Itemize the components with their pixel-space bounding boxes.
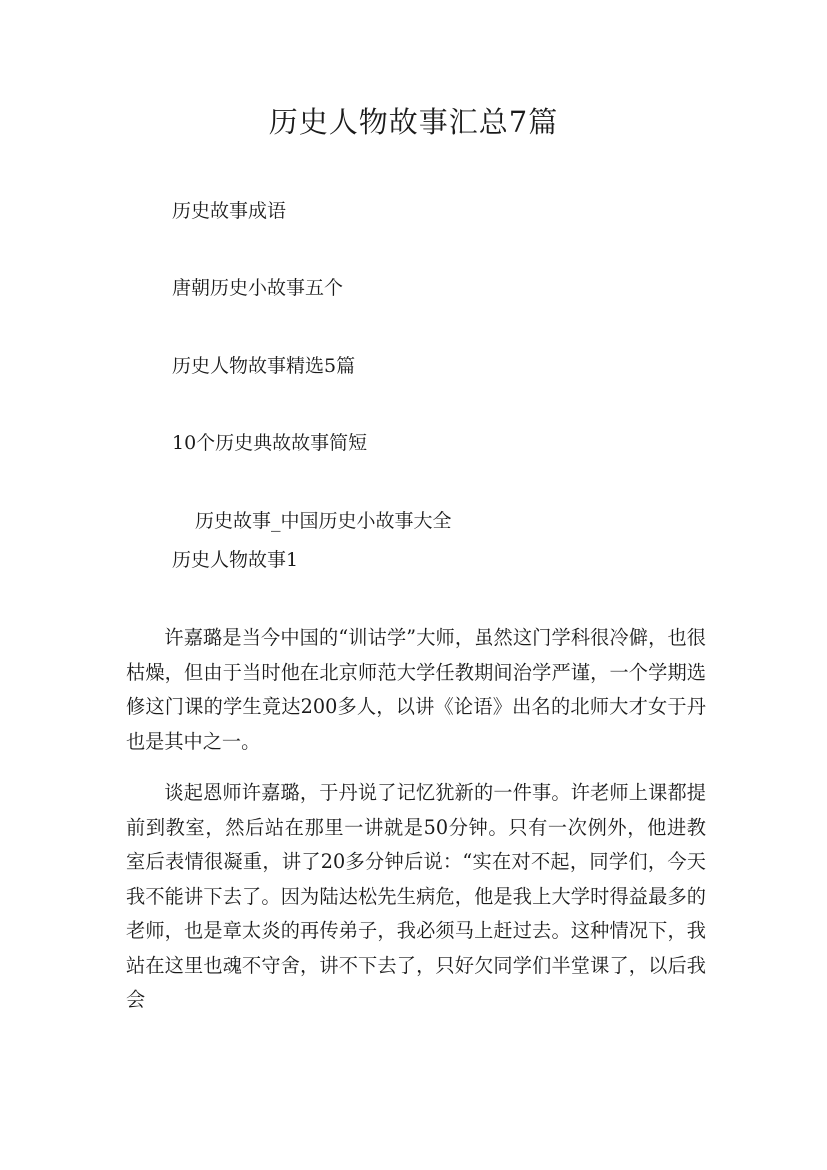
toc-item-chengyu: 历史故事成语	[172, 200, 287, 222]
toc-item-figures-selected: 历史人物故事精选5篇	[172, 355, 356, 377]
paragraph-2: 谈起恩师许嘉璐，于丹说了记忆犹新的一件事。许老师上课都提前到教室，然后站在那里一讲就是50分钟。只有一次例外，他进教室后表情很凝重，讲了20多分钟后说：“实在对不起，同学们，今天我不能讲下去了。因为陆达松先生病危，他是我上大学时得益最多的老师，也是章太炎的再传弟子，我必须马上赶过去。这种情况下，我站在这里也魂不守舍，讲不下去了，只好欠同学们半堂课了，以后我会	[126, 781, 706, 1011]
section-heading: 历史人物故事1	[172, 549, 299, 571]
toc-item-tang-dynasty: 唐朝历史小故事五个	[172, 277, 344, 299]
toc-item-history-stories: 历史故事_中国历史小故事大全	[195, 510, 452, 532]
document-title: 历史人物故事汇总7篇	[268, 105, 559, 139]
toc-item-allusions: 10个历史典故故事简短	[172, 432, 368, 454]
paragraph-1: 许嘉璐是当今中国的“训诂学”大师，虽然这门学科很冷僻，也很枯燥，但由于当时他在北京师范大学任教期间治学严谨，一个学期选修这门课的学生竟达200多人，以讲《论语》出名的北师大才女于丹也是其中之一。	[126, 626, 706, 753]
